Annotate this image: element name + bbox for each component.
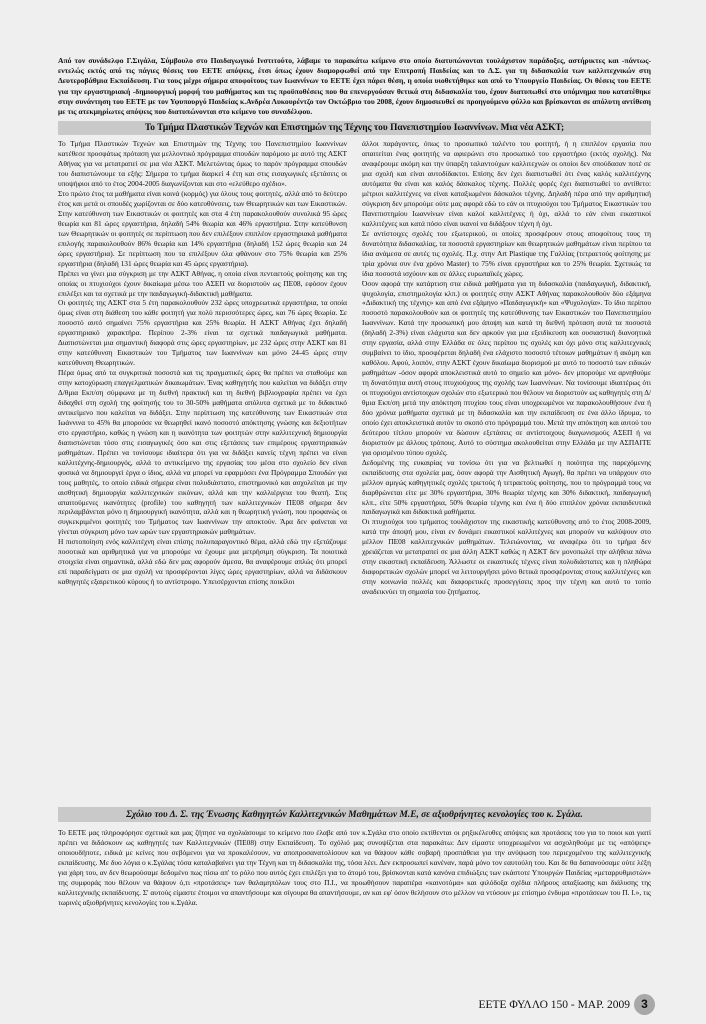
paragraph: Οι πτυχιούχοι του τμήματος τουλάχιστον της εικαστικής κατεύθυνσης από το έτος 2008-2009, κατά την άποψή μου, είναι εν δυνάμει εικαστικοί καλλιτέχνες και μπορούν να καλύψουν στο μέλλον ΠΕ08 καλλιτεχνικών μαθημάτων. Τελειώνοντας, να αναφέρω ότι το τμήμα δεν χρειάζεται να μετατραπεί σε μια άλλη ΑΣΚΤ καθώς η ΑΣΚΤ δεν μονοπωλεί την αλήθεια πάνω στην εικαστική εκπαίδευση. Άλλωστε οι εικαστικές τέχνες είναι πολυδιάστατες και η πληθώρα διαφορετικών σχολών μπορεί να λειτουργήσει μόνο θετικά προσφέροντας στους καλλιτέχνες και στην κοινωνία πολλές και διαφορετικές προσεγγίσεις προς την τέχνη και αυτό το τοπίο αναδεικνύει τη σημασία του ζητήματος. (362, 517, 651, 597)
section-title-2: Σχόλιο του Δ. Σ. της Ένωσης Καθηγητών Καλλιτεχνικών Μαθημάτων Μ.Ε, σε αξιοθρήνητες κενολογίες του κ. Σγάλα. (58, 807, 651, 822)
left-column (58, 139, 347, 801)
right-column (362, 139, 651, 801)
article-columns (58, 139, 651, 801)
paragraph: Το Τμήμα Πλαστικών Τεχνών και Επιστημών της Τέχνης του Πανεπιστημίου Ιωαννίνων κατέθεσε προσφάτως πρόταση για μελλοντικό πρόγραμμα σπουδών παρόμοιο με αυτό της ΑΣΚΤ Αθήνας για να μετατραπεί σε μια νέα ΑΣΚΤ. Μελετώντας όμως το παρόν πρόγραμμα σπουδών του διαπιστώνουμε τα εξής: Σήμερα το τμήμα διαρκεί 4 έτη και στις εισαγωγικές εξετάσεις οι υποψήφιοι από το έτος 2004-2005 διαγωνίζονται και στο «ελεύθερο σχέδιο». (58, 139, 347, 189)
page-number: 3 (634, 994, 655, 1015)
board-comment: Το ΕΕΤΕ μας πληροφόρησε σχετικά και μας ζήτησε να σχολιάσουμε το κείμενο που έλαβε από τον κ.Σγάλα στο οποίο εκτίθενται οι ρηξικέλευθες απόψεις και προτάσεις του για το ποιοι και γιατί πρέπει να διδάσκουν ως καθηγητές των Καλλιτεχνικών (ΠΕ08) στην Εκπαίδευση. Το σχόλιό μας συνοψίζεται στα παρακάτω: Δεν είμαστε υποχρεωμένοι να ασχοληθούμε με τις «απόψεις» οποιουδήποτε, ειδικά με κείνες που σεβόμενοι για να προκαλέσουν, να αποπροσανατολίσουν και να θάψουν κάθε σοβαρή προσπάθεια για την ανύψωση του περιεχομένου της καλλιτεχνικής εκπαίδευσης. Με δυο λόγια ο κ.Σγάλας τόσα καταλαβαίνει για την Τέχνη και τη διδασκαλία της, τόσα λέει. Δεν εκπροσωπεί κανέναν, παρά μόνο τον εαυτούλη του. Και δε θα δαπανούσαμε ούτε λέξη για χάρη του, αν δεν θεωρούσαμε δεδομένο πως πίσω απ' το ρόλο που αυτός έχει επιλέξει για το άτομό του, βρίσκονται κατά κανόνα επιδιώξεις των εκάστοτε Υπουργών Παιδείας «μεταρρυθμιστών» της συμφοράς που θέλουν να θάψουν ό,τι «προτάσεις» των θαλαμηπόλων τους στο Π.Ι., να προωθήσουν παραπέρα «καινοτόμα» και φιλόδοξα σχέδια πλήρους απαξίωσης και διάλυσης της καλλιτεχνικής εκπαίδευσης. Σ' αυτούς είμαστε έτοιμοι να απαντήσουμε και σίγουρα θα απαντήσουμε, αν και εφ' όσον θελήσουν στο μέλλον να ντύσουν με επίσημο ένδυμα «προτάσεων του Π. Ι.», τις τωρινές αξιοθρήνητες κενολογίες του κ.Σγάλα. (58, 828, 651, 908)
section-title-1: Το Τμήμα Πλαστικών Τεχνών και Επιστημών της Τέχνης του Πανεπιστημίου Ιωαννίνων. Μια νέα ΑΣΚΤ; (58, 121, 651, 135)
page-content (58, 56, 651, 908)
paragraph: Πέρα όμως από τα συγκριτικά ποσοστά και τις πραγματικές ώρες θα πρέπει να σταθούμε και στην κατοχύρωση επαγγελματικών δικαιωμάτων. Ένας καθηγητής που καλείται να διδάξει στην Δ/θμια Εκπ/ση σύμφωνα με τη διεθνή πρακτική και τη διεθνή βιβλιογραφία πρέπει να έχει διδαχθεί στη σχολή της φοίτησής του το 30-50% μαθήματα απόλυτα σχετικά με το διδακτικό αντικείμενο που καλείται να διδάξει. Στην περίπτωση της κατεύθυνσης των Εικαστικών στα Ιωάννινα το 45% θα μπορούσε να θεωρηθεί ικανό ποσοστό απόκτησης γνώσης και δεξιοτήτων στο εργαστήριο, καθώς η γνώση και η ικανότητα των φοιτητών στην καλλιτεχνική δημιουργία διαπιστώνεται τόσο στις εισαγωγικές όσο και στις εξετάσεις των επιμέρους εργαστηριακών μαθημάτων. Πρέπει να τονίσουμε ιδιαίτερα ότι για να διδάξει κανείς τέχνη πρέπει να είναι καλλιτέχνης-δημιουργός, αλλά το αντικείμενο της εργασίας του μέσα στο σχολείο δεν είναι φυσικά να δημιουργεί έργα ο ίδιος, αλλά να μπορεί να εφαρμόσει ένα Πρόγραμμα Σπουδών για τους μαθητές, το οποίο ειδικά σήμερα είναι πολυδιάστατο, επιστημονικό και ασχολείται με την αισθητική δημιουργία καλλιτεχνικών εικόνων, αλλά και την καλλιέργεια του θεατή. Στις απαιτούμενες ικανότητες (profile) του καθηγητή των καλλιτεχνικών ΠΕ08 σήμερα δεν περιλαμβάνεται μόνο η δημιουργική ικανότητα, αλλά και η θεωρητική γνώση, που προφανώς οι συγκεκριμένοι φοιτητές του Τμήματος των Ιωαννίνων την αποκτούν. Άρα δεν φαίνεται να γίνεται σύγκριση μόνο των ωρών των εργαστηριακών μαθημάτων. (58, 368, 347, 537)
paragraph: Δεδομένης της ευκαιρίας να τονίσω ότι για να βελτιωθεί η ποιότητα της παρεχόμενης εκπαίδευσης στα σχολεία μας, όσον αφορά την Αισθητική Αγωγή, θα πρέπει να υπάρχουν στο μέλλον αμιγώς καθηγητικές σχολές τριετούς ή τετραετούς φοίτησης, που το πρόγραμμά τους να διαρθρώνεται είτε με 30% εργαστήρια, 30% θεωρία τέχνης και 30% διδακτική, παιδαγωγική κλπ., είτε 50% εργαστήρια, 50% θεωρία τέχνης και ένα ή δύο επιπλέον χρόνια εκπαιδευτικά παιδαγωγικά και διδακτικά μαθήματα. (362, 457, 651, 517)
paragraph: Πρέπει να γίνει μια σύγκριση με την ΑΣΚΤ Αθήνας, η οποία είναι πενταετούς φοίτησης και της οποίας οι πτυχιούχοι έχουν δικαίωμα μέσω του ΑΣΕΠ να διοριστούν ως ΠΕ08, εφόσον έχουν επιλέξει και τα σχετικά με την παιδαγωγική-διδακτική μαθήματα. (58, 268, 347, 298)
paragraph: Στο πρώτο έτος τα μαθήματα είναι κοινά (κορμός) για όλους τους φοιτητές, αλλά από το δεύτερο έτος και μετά οι σπουδές χωρίζονται σε δύο κατευθύνσεις, των Θεωρητικών και των Εικαστικών. Στην κατεύθυνση των Εικαστικών οι φοιτητές και στα 4 έτη παρακολουθούν συνολικά 95 ώρες θεωρία και 81 ώρες εργαστήρια, δηλαδή 54% θεωρία και 46% εργαστήρια. Στην κατεύθυνση των Θεωρητικών οι φοιτητές σε περίπτωση που δεν επιλέξουν επιπλέον εργαστηριακά μαθήματα επιλογής παρακολουθούν 86% θεωρία και 14% εργαστήρια (δηλαδή 152 ώρες θεωρία και 24 ώρες εργαστήρια). Σε περίπτωση που τα επιλέξουν όλα φθάνουν στο 75% θεωρία και 25% εργαστήρια (δηλαδή 131 ώρες θεωρία και 45 ώρες εργαστήρια). (58, 188, 347, 268)
paragraph: Όσον αφορά την κατάρτιση στα ειδικά μαθήματα για τη διδασκαλία (παιδαγωγική, διδακτική, ψυχολογία, επιστημολογία κλπ.) οι φοιτητές στην ΑΣΚΤ Αθήνας παρακολουθούν δύο εξάμηνα «Διδακτική της τέχνης» και από ένα εξάμηνο «Παιδαγωγική» και «Ψυχολογία». Το ίδιο περίπου ποσοστό παρακολουθούν και οι φοιτητές της κατεύθυνσης των Εικαστικών του Πανεπιστημίου Ιωαννίνων. Κατά την προσωπική μου άποψη και κατά τη διεθνή πρόταση αυτά τα ποσοστά (δηλαδή 2-3%) είναι ελάχιστα και δεν αρκούν για μια εξειδίκευση και ουσιαστική διανοητικά στην εργασία, αλλά στην Ελλάδα σε όλες περίπου τις σχολές και όχι μόνο στις καλλιτεχνικές συμβαίνει το ίδιο, προσφέρεται δηλαδή ένα ελάχιστο ποσοστό τέτοιων μαθημάτων ή ακόμη και καθόλου. Αφού, λοιπόν, στην ΑΣΚΤ έχουν δικαίωμα διορισμού με αυτό το ποσοστό των ειδικών μαθημάτων -όσον αφορά αποκλειστικά αυτό το σημείο και μόνο- δεν μπορούμε να αρνηθούμε τη δυνατότητα αυτή στους πτυχιούχους της σχολής των Ιωαννίνων. Να τονίσουμε ιδιαιτέρως ότι οι πτυχιούχοι αντίστοιχων σχολών στο εξωτερικό που θέλουν να διοριστούν ως καθηγητές στη Δ/θμια Εκπ/ση μετά την απόκτηση πτυχίου τους είναι υποχρεωμένοι να παρακολουθήσουν ένα ή δύο χρόνια μαθήματα σχετικά με τη διδασκαλία και την εκπαίδευση σε ένα άλλο ίδρυμα, το οποίο έχει αποκλειστικά αυτόν το σκοπό στο πρόγραμμά του. Μετά την απόκτηση και αυτού του δεύτερου τίτλου μπορούν να δώσουν εξετάσεις σε αντίστοιχους διαγωνισμούς ΑΣΕΠ ή να διοριστούν με άλλους τρόπους. Αυτό το σύστημα ακολουθείται στην Ελλάδα με την ΑΣΠΑΙΤΕ για ορισμένου τύπου σχολές. (362, 278, 651, 457)
issue-footer: ΕΕΤΕ ΦΥΛΛΟ 150 - ΜΑΡ. 2009 (478, 999, 630, 1011)
intro-note: Από τον συνάδελφο Γ.Σιγάλα, Σύμβουλο στο Παιδαγωγικό Ινστιτούτο, λάβαμε το παρακάτω κείμενο στο οποίο διατυπώνονται τουλάχιστον παράδοξες, αστήρικτες και -πάντως- εντελώς εκτός από τις πάγιες θέσεις του ΕΕΤΕ απόψεις, έτσι όπως έχουν διαμορφωθεί από την Επιτροπή Παιδείας και το Δ.Σ. για τη διδασκαλία των καλλιτεχνικών στη Δευτεροβάθμια Εκπαίδευση. Για τους μέχρι σήμερα αποφοίτους των Ιωαννίνων το ΕΕΤΕ έχει πάρει θέση, η οποία υιοθετήθηκε και από το Υπουργείο Παιδείας. Οι θέσεις του ΕΕΤΕ για την εργαστηριακή -δημιουργική μορφή του μαθήματος και τις προϋποθέσεις που θα επενεργούσαν θετικά στη διδασκαλία του, έχουν διατυπωθεί στο υπόμνημα που κατατέθηκε στην συνάντηση του ΕΕΤΕ με τον Υφυπουργό Παιδείας κ.Ανδρέα Λυκουρέντζο τον Οκτώβριο του 2008, έχουν δημοσιευθεί σε προηγούμενο φύλλο και βρίσκονται σε απόλυτη αντίθεση με τις ατεκμηρίωτες απόψεις που διατυπώνονται στο κείμενο του συναδέλφου. (58, 56, 651, 117)
paragraph: άλλοι παράγοντες, όπως το προσωπικό ταλέντο του φοιτητή, ή η επιπλέον εργασία που απαιτείται ένας φοιτητής να αφιερώνει στο προσωπικό του εργαστήριο (εκτός σχολής). Να αναφέρουμε ακόμη και την ύπαρξη ταλαντούχων καλλιτεχνών οι οποίοι δεν σπούδασαν ποτέ σε μια σχολή και είναι αυτοδίδακτοι. Επίσης δεν έχει διαπιστωθεί ότι ένας καλός καλλιτέχνης αυτόματα θα είναι και καλός δάσκαλος τέχνης. Πολλές φορές έχει διαπιστωθεί το αντίθετο: μέτριοι καλλιτέχνες να είναι καταξιωμένοι δάσκαλοι τέχνης. Δηλαδή πέρα από την αριθμητική σύγκριση δεν μπορούμε ούτε μας αφορά εδώ το εάν οι πτυχιούχοι του Τμήματος Εικαστικών του Πανεπιστημίου Ιωαννίνων είναι καλοί καλλιτέχνες ή όχι, αλλά το εάν είναι εικαστικοί καλλιτέχνες και κατά πόσο είναι ικανοί να διδάξουν τέχνη ή όχι. (362, 139, 651, 228)
paragraph: Σε αντίστοιχες σχολές του εξωτερικού, οι οποίες προσφέρουν στους αποφοίτους τους τη δυνατότητα διδασκαλίας, τα ποσοστά εργαστηρίων και θεωρητικών μαθημάτων είναι περίπου τα ίδια ανάμεσα σε αυτές τις σχολές. Π.χ. στην Art Plastique της Γαλλίας (τετραετούς φοίτησης με τρία χρόνια συν ένα χρόνο Master) το 75% είναι εργαστήρια και το 25% θεωρία. Σχετικώς τα ίδια ποσοστά ισχύουν και σε άλλες ευρωπαϊκές χώρες. (362, 228, 651, 278)
paragraph: Οι φοιτητές της ΑΣΚΤ στα 5 έτη παρακολουθούν 232 ώρες υποχρεωτικά εργαστήρια, τα οποία όμως είναι στη διάθεση του κάθε φοιτητή για πολύ περισσότερες ώρες, και 76 ώρες θεωρία. Σε ποσοστό αυτό σημαίνει 75% εργαστήρια και 25% θεωρία. Η ΑΣΚΤ Αθήνας έχει δηλαδή εργαστηριακό χαρακτήρα. Περίπου 2-3% είναι τα σχετικά παιδαγωγικά μαθήματα. Διαπιστώνεται μια σημαντική διαφορά στις ώρες εργαστηρίων, με 232 ώρες στην ΑΣΚΤ και 81 στην κατεύθυνση Εικαστικών του Τμήματος των Ιωαννίνων και μόνο 24-45 ώρες στην κατεύθυνση Θεωρητικών. (58, 298, 347, 368)
paragraph: Η πιστοποίηση ενός καλλιτέχνη είναι επίσης πολυπαραγοντικό θέμα, αλλά εδώ την εξετάζουμε ποσοτικά και αριθμητικά για να μπορούμε να έχουμε μια μετρήσιμη σύγκριση. Τα ποιοτικά στοιχεία είναι σημαντικά, αλλά εδώ δεν μας αφορούν άμεσα, θα αναφέρουμε απλώς ότι μπορεί επί παραδείγματι σε μια σχολή να προσφέρονται λίγες ώρες εργαστηρίων, αλλά να διδάσκουν καθηγητές εξαιρετικού κύρους ή το αντίστροφο. Υπεισέρχονται επίσης ποικίλοι (58, 537, 347, 587)
